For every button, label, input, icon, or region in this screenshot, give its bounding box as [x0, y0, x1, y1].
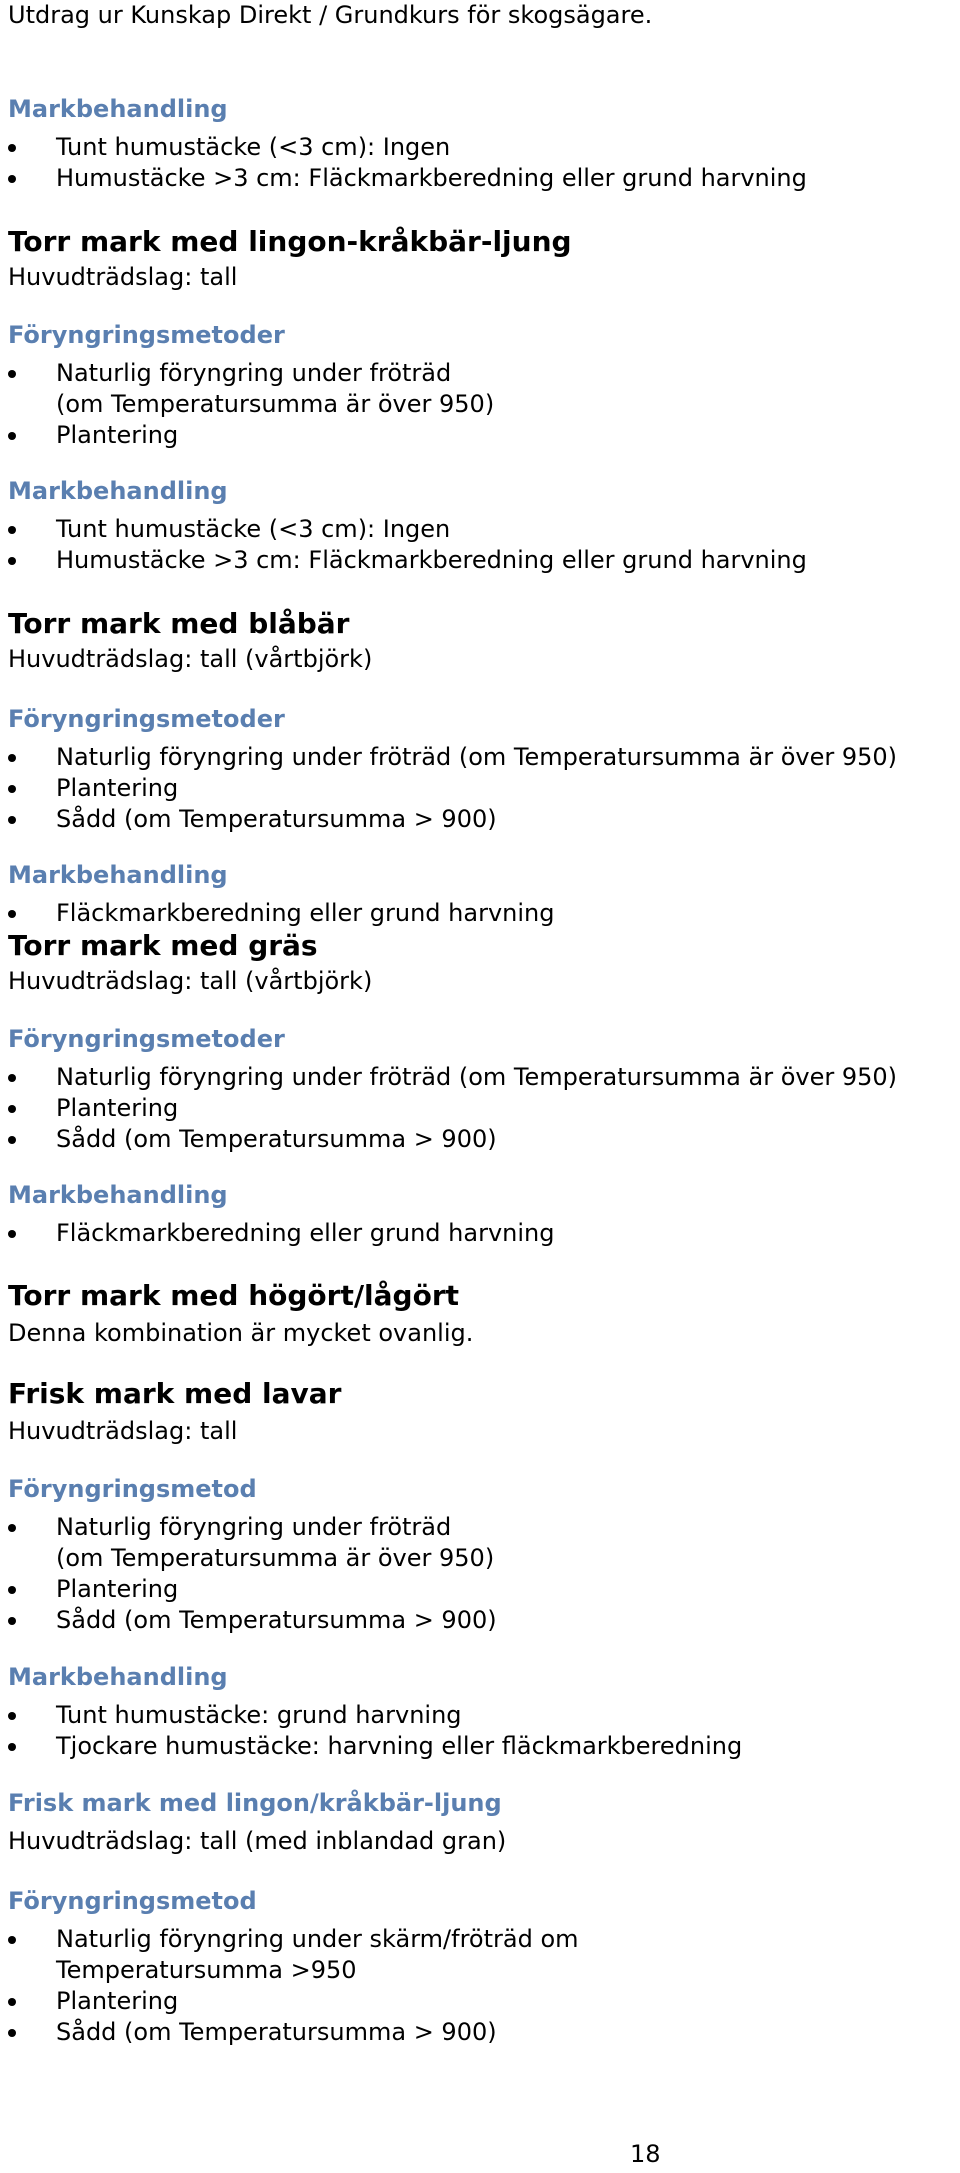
bullet-icon: [8, 1617, 16, 1625]
section-heading-markbehandling: Markbehandling: [8, 95, 228, 123]
bullet-icon: [8, 1074, 16, 1082]
section-heading-markbehandling: Markbehandling: [8, 477, 228, 505]
foryngring-list: [0, 1062, 897, 1155]
list-item: Tjockare humustäcke: harvning eller fläckmarkberedning: [0, 1731, 742, 1762]
bullet-icon: [8, 754, 16, 762]
markbehandling-list: [0, 1218, 554, 1249]
section-title-frisk-lavar: Frisk mark med lavar: [8, 1377, 342, 1410]
list-item: Sådd (om Temperatursumma > 900): [0, 804, 897, 835]
main-tree-species: Huvudträdslag: tall (med inblandad gran): [8, 1827, 507, 1855]
list-item: Fläckmarkberedning eller grund harvning: [0, 1218, 554, 1249]
list-item: Plantering: [0, 1093, 897, 1124]
section-title-torr-hogort: Torr mark med högört/lågört: [8, 1279, 460, 1312]
list-item: Plantering: [0, 1986, 497, 2017]
bullet-icon: [8, 1586, 16, 1594]
main-tree-species: Huvudträdslag: tall (vårtbjörk): [8, 967, 373, 995]
list-item: Humustäcke >3 cm: Fläckmarkberedning eller grund harvning: [0, 163, 807, 194]
section-heading-markbehandling: Markbehandling: [8, 861, 228, 889]
list-item-continuation: Temperatursumma >950: [56, 1956, 357, 1984]
section-title-torr-blabar: Torr mark med blåbär: [8, 607, 350, 640]
foryngring-list: [0, 1924, 579, 1955]
list-item: Plantering: [0, 773, 897, 804]
markbehandling-list: [0, 514, 807, 576]
bullet-icon: [8, 370, 16, 378]
section-heading-foryngring: Föryngringsmetod: [8, 1887, 257, 1915]
main-tree-species: Huvudträdslag: tall: [8, 263, 238, 291]
bullet-icon: [8, 2029, 16, 2037]
foryngring-list: [0, 742, 897, 835]
bullet-icon: [8, 1712, 16, 1720]
list-item: Naturlig föryngring under fröträd: [0, 358, 451, 389]
section-heading-markbehandling: Markbehandling: [8, 1181, 228, 1209]
list-item: Sådd (om Temperatursumma > 900): [0, 1605, 497, 1636]
foryngring-list-cont: [0, 1986, 497, 2048]
list-item: Fläckmarkberedning eller grund harvning: [0, 898, 554, 929]
list-item: Naturlig föryngring under fröträd (om Temperatursumma är över 950): [0, 1062, 897, 1093]
list-item: Humustäcke >3 cm: Fläckmarkberedning eller grund harvning: [0, 545, 807, 576]
foryngring-list: [0, 1512, 451, 1543]
bullet-icon: [8, 175, 16, 183]
list-item: Naturlig föryngring under fröträd (om Temperatursumma är över 950): [0, 742, 897, 773]
section-title-frisk-lingon: Frisk mark med lingon/kråkbär-ljung: [8, 1789, 502, 1817]
bullet-icon: [8, 526, 16, 534]
list-item: Tunt humustäcke (<3 cm): Ingen: [0, 514, 807, 545]
section-title-torr-lingon: Torr mark med lingon-kråkbär-ljung: [8, 225, 572, 258]
bullet-icon: [8, 816, 16, 824]
bullet-icon: [8, 1743, 16, 1751]
section-heading-foryngring: Föryngringsmetoder: [8, 321, 285, 349]
markbehandling-list: [0, 898, 554, 929]
page-number: 18: [630, 2140, 661, 2168]
section-heading-foryngring: Föryngringsmetoder: [8, 705, 285, 733]
list-item: Plantering: [0, 420, 178, 451]
section-heading-foryngring: Föryngringsmetod: [8, 1475, 257, 1503]
bullet-icon: [8, 1136, 16, 1144]
markbehandling-list: [0, 1700, 742, 1762]
section-heading-markbehandling: Markbehandling: [8, 1663, 228, 1691]
bullet-icon: [8, 785, 16, 793]
bullet-icon: [8, 557, 16, 565]
main-tree-species: Huvudträdslag: tall (vårtbjörk): [8, 645, 373, 673]
list-item: Tunt humustäcke: grund harvning: [0, 1700, 742, 1731]
list-item: Tunt humustäcke (<3 cm): Ingen: [0, 132, 807, 163]
bullet-icon: [8, 1998, 16, 2006]
bullet-icon: [8, 1230, 16, 1238]
list-item: Sådd (om Temperatursumma > 900): [0, 2017, 497, 2048]
list-item: Sådd (om Temperatursumma > 900): [0, 1124, 897, 1155]
foryngring-list-cont: [0, 1574, 497, 1636]
list-item-continuation: (om Temperatursumma är över 950): [56, 1544, 495, 1572]
foryngring-list: [0, 358, 451, 389]
main-tree-species: Huvudträdslag: tall: [8, 1417, 238, 1445]
section-note: Denna kombination är mycket ovanlig.: [8, 1319, 474, 1347]
list-item: Naturlig föryngring under skärm/fröträd om: [0, 1924, 579, 1955]
bullet-icon: [8, 910, 16, 918]
foryngring-list-cont: [0, 420, 178, 451]
bullet-icon: [8, 432, 16, 440]
markbehandling-list: [0, 132, 807, 194]
list-item-continuation: (om Temperatursumma är över 950): [56, 390, 495, 418]
bullet-icon: [8, 1105, 16, 1113]
bullet-icon: [8, 144, 16, 152]
list-item: Naturlig föryngring under fröträd: [0, 1512, 451, 1543]
document-header: Utdrag ur Kunskap Direkt / Grundkurs för skogsägare.: [8, 1, 653, 29]
section-heading-foryngring: Föryngringsmetoder: [8, 1025, 285, 1053]
bullet-icon: [8, 1524, 16, 1532]
list-item: Plantering: [0, 1574, 497, 1605]
bullet-icon: [8, 1936, 16, 1944]
section-title-torr-gras: Torr mark med gräs: [8, 929, 318, 962]
